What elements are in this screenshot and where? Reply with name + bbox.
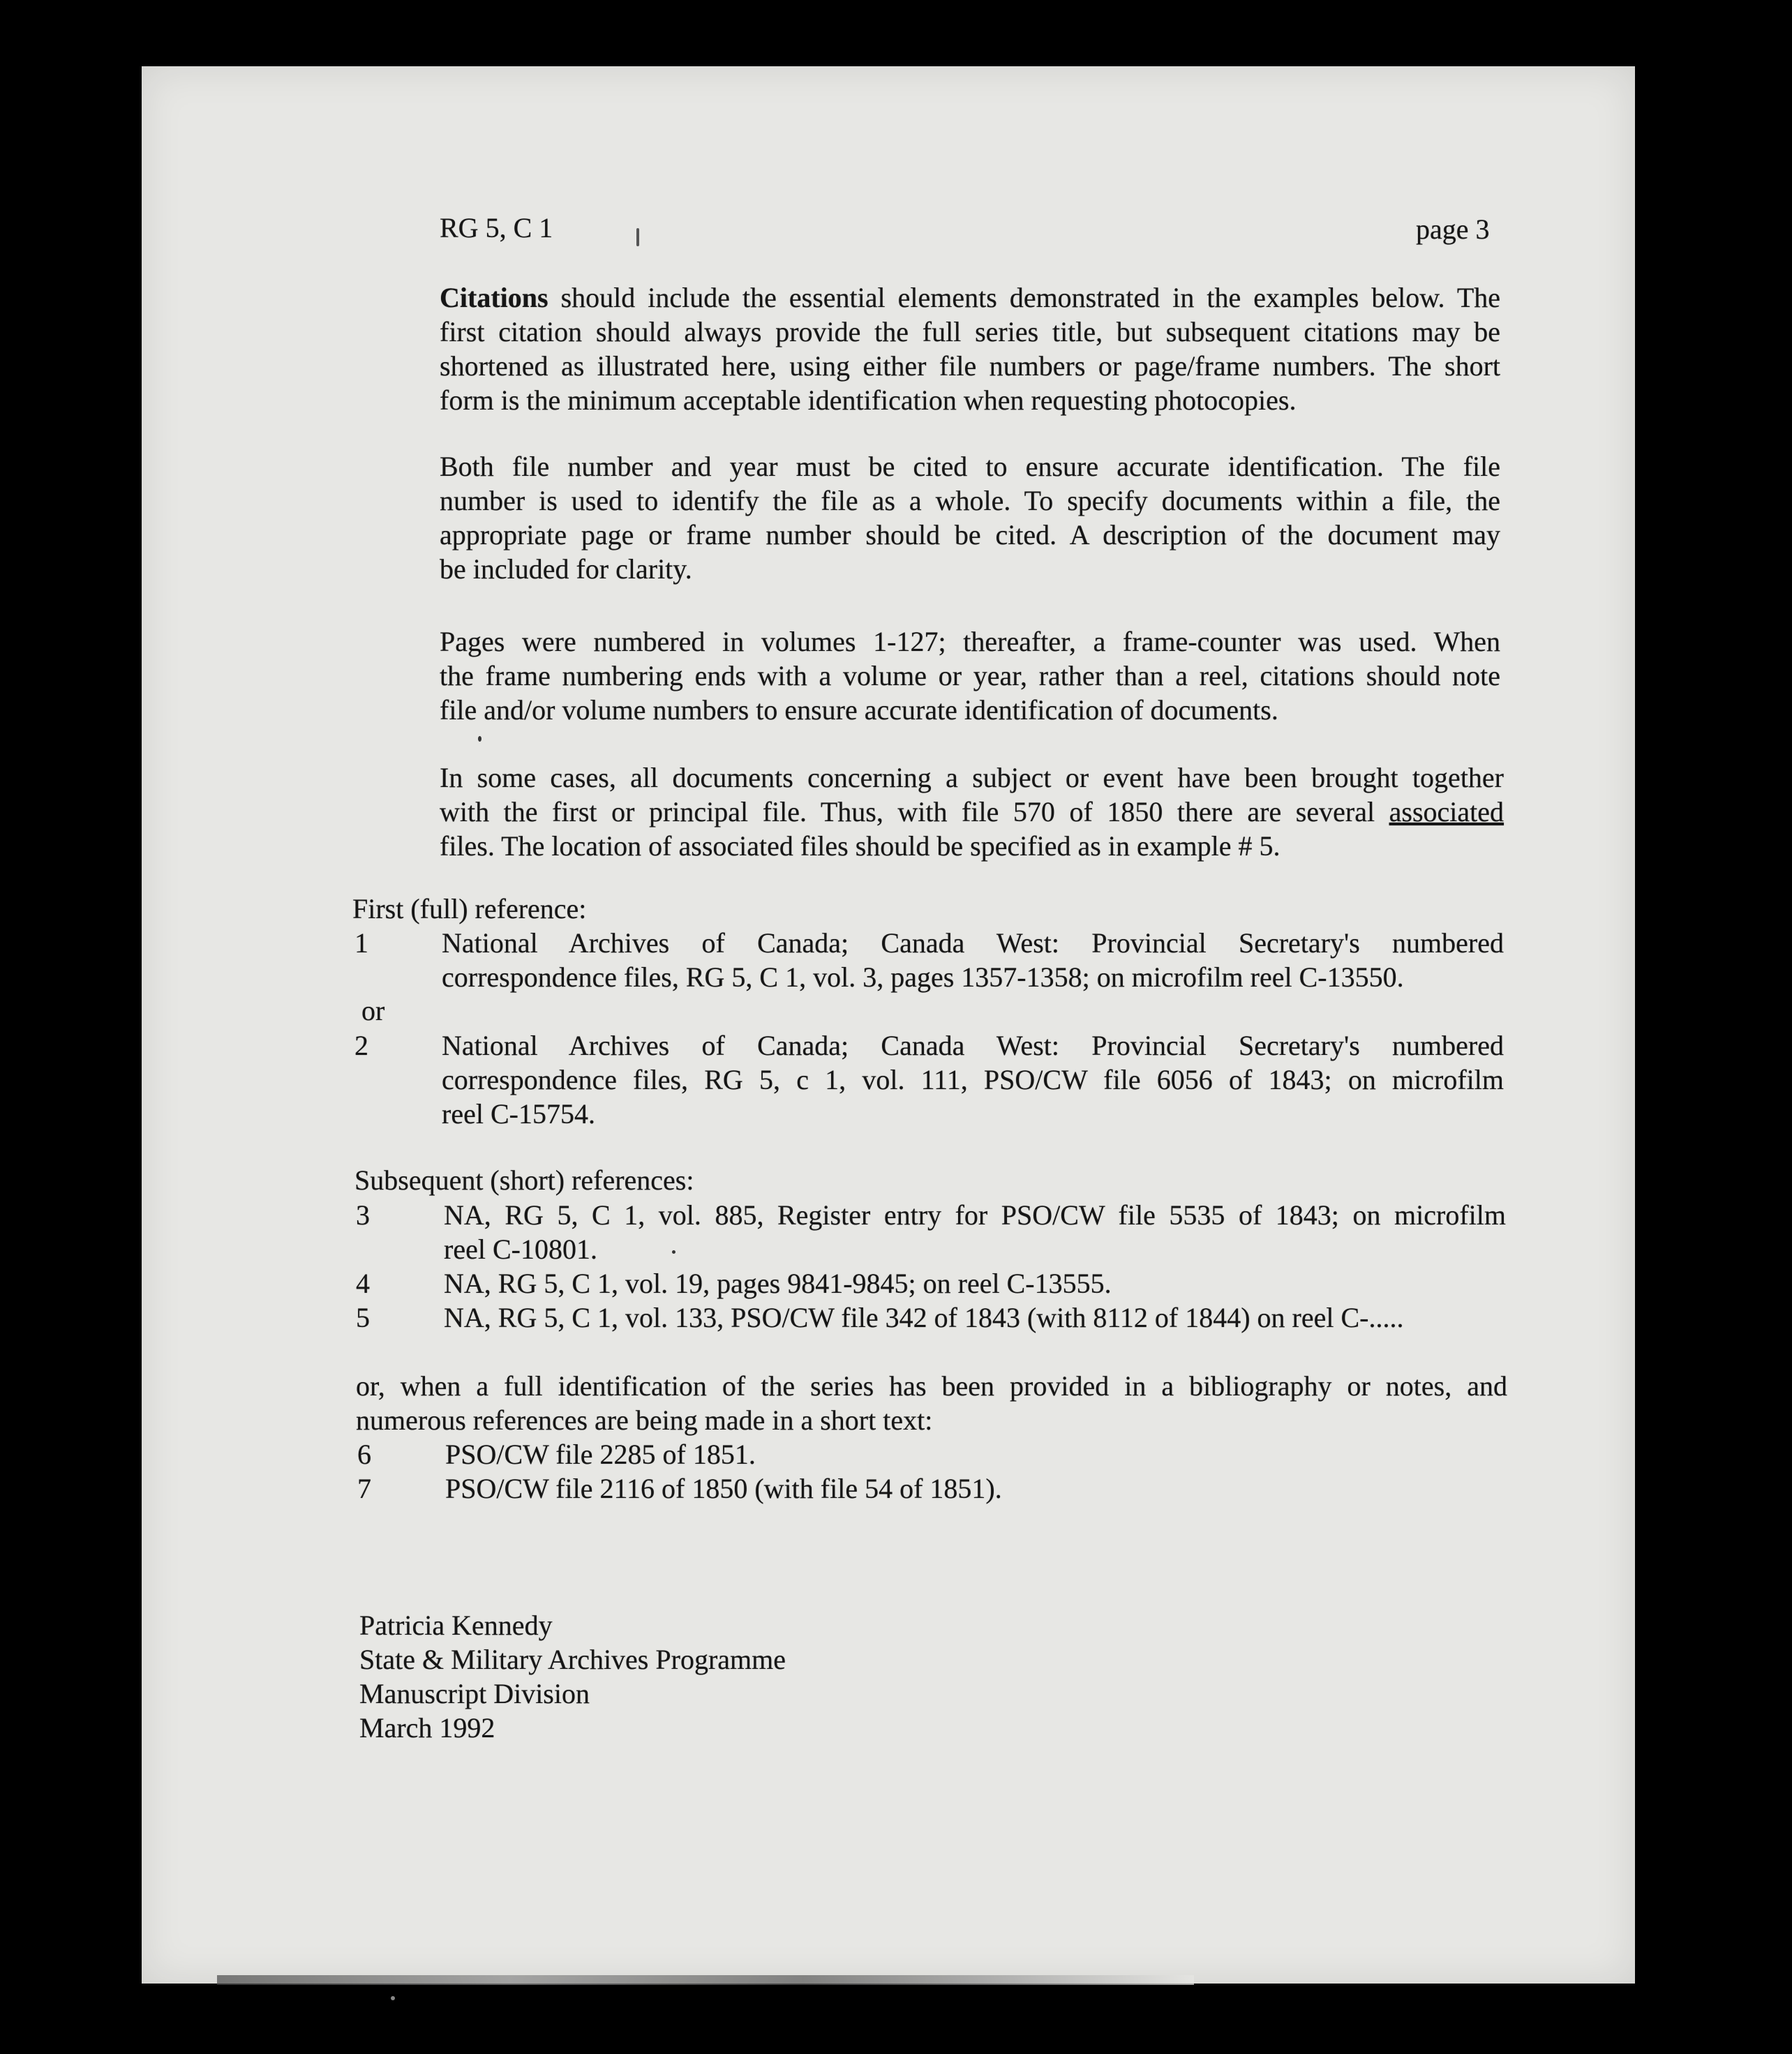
paragraph-line: or, when a full identification of the series has been provided in a bibliography or notes, and [356,1370,1507,1402]
paragraph-line: shortened as illustrated here, using either file numbers or page/frame numbers. The short [440,350,1500,382]
paragraph-line: file and/or volume numbers to ensure accurate identification of documents. [440,694,1278,726]
paragraph-line: files. The location of associated files should be specified as in example # 5. [440,830,1280,862]
reference-line: NA, RG 5, C 1, vol. 885, Register entry for PSO/CW file 5535 of 1843; on microfilm [444,1199,1506,1231]
reference-number: 5 [356,1302,370,1333]
signature-name: Patricia Kennedy [359,1610,553,1641]
header-page-number: page 3 [1416,213,1490,245]
scan-speck [636,228,639,246]
reference-item-7: PSO/CW file 2116 of 1850 (with file 54 of 1851). [445,1473,1002,1504]
reference-line: correspondence files, RG 5, c 1, vol. 111, PSO/CW file 6056 of 1843; on microfilm [442,1064,1504,1095]
signature-programme: State & Military Archives Programme [359,1644,786,1675]
paragraph-citations [440,280,1500,417]
reference-line: reel C-10801. [444,1234,597,1265]
reference-number: 6 [357,1439,371,1470]
paragraph-line [440,280,1500,315]
signature-division: Manuscript Division [359,1678,590,1709]
full-reference-heading: First (full) reference: [352,893,587,924]
scan-speck [672,1250,675,1254]
paragraph-associated-files [440,760,1504,863]
reference-line: National Archives of Canada; Canada West: Provincial Secretary's numbered [442,927,1504,959]
reference-item-2 [442,1028,1504,1131]
paragraph-line [440,795,1504,829]
reference-line: NA, RG 5, C 1, vol. 19, pages 9841-9845; on reel C-13555. [444,1268,1112,1299]
paragraph-page-numbering [440,624,1500,727]
underlined-word: associated [1389,796,1504,827]
paragraph-file-number [440,449,1500,586]
page-bottom-edge [217,1975,1194,1985]
reference-number: 7 [357,1473,371,1504]
reference-item-4 [444,1266,1506,1300]
reference-number: 4 [356,1268,370,1299]
paragraph-line: Both file number and year must be cited to ensure accurate identification. The file [440,451,1500,482]
paragraph-line: first citation should always provide the full series title, but subsequent citations may be [440,316,1500,347]
paragraph-line: numerous references are being made in a short text: [356,1404,933,1436]
paragraph-line: be included for clarity. [440,553,692,585]
paragraph-line: In some cases, all documents concerning a subject or event have been brought together [440,762,1504,793]
reference-number: 3 [356,1199,370,1231]
reference-line: NA, RG 5, C 1, vol. 133, PSO/CW file 342 of 1843 (with 8112 of 1844) on reel C-..... [444,1302,1404,1333]
scan-speck [391,1996,395,2000]
paragraph-line: the frame numbering ends with a volume or year, rather than a reel, citations should note [440,660,1500,691]
reference-line: National Archives of Canada; Canada West: Provincial Secretary's numbered [442,1030,1504,1061]
or-label: or [361,995,385,1026]
paragraph-line: appropriate page or frame number should be cited. A description of the document may [440,519,1500,550]
reference-item-1 [442,926,1504,994]
reference-item-6: PSO/CW file 2285 of 1851. [445,1439,756,1470]
paragraph-line: Pages were numbered in volumes 1-127; thereafter, a frame-counter was used. When [440,626,1500,657]
paragraph-text: with the first or principal file. Thus, with file 570 of 1850 there are several [440,796,1389,827]
paragraph-line: number is used to identify the file as a whole. To specify documents within a file, the [440,485,1500,516]
citations-lead-word: Citations [440,282,548,313]
reference-item-3 [444,1198,1506,1266]
notes-intro [356,1369,1507,1437]
signature-date: March 1992 [359,1712,495,1744]
short-reference-heading: Subsequent (short) references: [354,1164,694,1196]
scan-speck [478,736,481,742]
paragraph-text: should include the essential elements demonstrated in the examples below. The [548,282,1500,313]
reference-item-5 [444,1300,1506,1335]
reference-number: 2 [354,1030,368,1061]
reference-number: 1 [354,927,368,959]
paragraph-line: form is the minimum acceptable identification when requesting photocopies. [440,384,1297,416]
header-series: RG 5, C 1 [440,212,553,243]
reference-line: reel C-15754. [442,1098,595,1130]
reference-line: correspondence files, RG 5, C 1, vol. 3, pages 1357-1358; on microfilm reel C-13550. [442,961,1404,993]
